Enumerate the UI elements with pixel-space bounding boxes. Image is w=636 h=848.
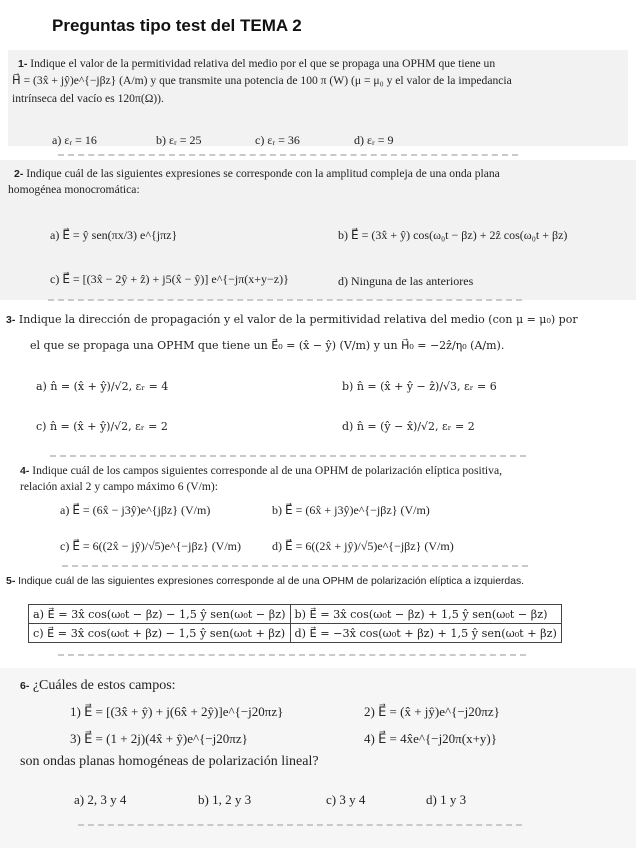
- question-1-line-2: H⃗ = (3x̂ + jŷ)e^{−jβz} (A/m) y que transmite una potencia de 100 π (W) (μ = μ₀ y el valor de la impedancia: [12, 74, 512, 87]
- question-3-option-b[interactable]: b) n̂ = (x̂ + ŷ − ẑ)/√3, εᵣ = 6: [342, 380, 497, 393]
- page-title: Preguntas tipo test del TEMA 2: [52, 16, 302, 35]
- question-4-line-1: [20, 463, 626, 479]
- question-3-text: Indique la dirección de propagación y el valor de la permitividad relativa del medio (con μ = μ₀) por: [18, 313, 578, 326]
- question-2-line-1: [14, 166, 626, 182]
- question-5-line-1: [6, 573, 524, 590]
- question-5-option-d[interactable]: d) E⃗ = −3x̂ cos(ω₀t + βz) + 1,5 ŷ sen(ω₀t + βz): [290, 624, 561, 643]
- question-4-option-c[interactable]: c) E⃗ = 6((2x̂ − jŷ)/√5)e^{−jβz} (V/m): [60, 539, 242, 553]
- question-3-number: 3-: [6, 314, 16, 326]
- question-3-option-a[interactable]: a) n̂ = (x̂ + ŷ)/√2, εᵣ = 4: [36, 380, 169, 393]
- question-4-text: Indique cuál de los campos siguientes corresponde al de una OPHM de polarización elíptica positiva,: [32, 464, 502, 477]
- question-1-option-a[interactable]: a) εᵣ = 16: [52, 133, 97, 147]
- question-6-line-2: son ondas planas homogéneas de polarización lineal?: [20, 754, 319, 769]
- question-1-line-3: intrínseca del vacío es 120π(Ω)).: [12, 92, 164, 105]
- question-4-option-b[interactable]: b) E⃗ = (6x̂ + j3ŷ)e^{−jβz} (V/m): [272, 503, 430, 517]
- question-3-line-1: [6, 312, 630, 328]
- question-2-option-d[interactable]: d) Ninguna de las anteriores: [338, 274, 474, 288]
- question-4-number: 4-: [20, 465, 30, 477]
- divider: [58, 654, 526, 656]
- question-2-text: Indique cuál de las siguientes expresiones se corresponde con la amplitud compleja de una onda plana: [26, 167, 500, 180]
- question-6-option-d[interactable]: d) 1 y 3: [426, 792, 467, 807]
- question-5-options-table: [28, 604, 562, 643]
- question-2-option-a[interactable]: a) E⃗ = ŷ sen(πx/3) e^{jπz}: [50, 228, 178, 242]
- question-6-field-4: 4) E⃗ = 4x̂e^{−j20π(x+y)}: [364, 731, 497, 746]
- question-3-option-d[interactable]: d) n̂ = (ŷ − x̂)/√2, εᵣ = 2: [342, 420, 475, 433]
- question-5-option-c[interactable]: c) E⃗ = 3x̂ cos(ω₀t + βz) − 1,5 ŷ sen(ω₀t + βz): [29, 624, 291, 643]
- question-1-number: 1-: [18, 58, 28, 70]
- question-6-field-1: 1) E⃗ = [(3x̂ + ŷ) + j(6x̂ + 2ŷ)]e^{−j20πz}: [70, 704, 284, 719]
- question-6-number: 6-: [20, 680, 30, 692]
- question-6-option-a[interactable]: a) 2, 3 y 4: [74, 792, 127, 807]
- question-2-line-2: homogénea monocromática:: [8, 183, 140, 196]
- question-4-line-2: relación axial 2 y campo máximo 6 (V/m):: [20, 480, 218, 493]
- question-5-option-a[interactable]: a) E⃗ = 3x̂ cos(ω₀t − βz) − 1,5 ŷ sen(ω₀t − βz): [29, 605, 291, 624]
- question-6-field-3: 3) E⃗ = (1 + 2j)(4x̂ + ŷ)e^{−j20πz}: [70, 731, 248, 746]
- divider: [50, 455, 526, 457]
- question-4-option-d[interactable]: d) E⃗ = 6((2x̂ + jŷ)/√5)e^{−jβz} (V/m): [272, 539, 454, 553]
- question-2-option-b[interactable]: b) E⃗ = (3x̂ + ŷ) cos(ω₀t − βz) + 2ẑ cos(ω₀t + βz): [338, 228, 568, 242]
- question-1-line-1: [18, 56, 624, 72]
- question-6-field-2: 2) E⃗ = (x̂ + jŷ)e^{−j20πz}: [364, 704, 500, 719]
- question-1-option-d[interactable]: d) εᵣ = 9: [354, 133, 394, 147]
- divider: [58, 154, 518, 156]
- question-1-text: Indique el valor de la permitividad relativa del medio por el que se propaga una OPHM que tiene un: [30, 57, 496, 70]
- divider: [48, 299, 522, 301]
- question-2-number: 2-: [14, 168, 24, 180]
- question-1-option-c[interactable]: c) εᵣ = 36: [255, 133, 300, 147]
- question-5-text: Indique cuál de las siguientes expresiones corresponde al de una OPHM de polarización elíptica a izquierdas.: [18, 576, 525, 587]
- question-3-line-2: el que se propaga una OPHM que tiene un E⃗₀ = (x̂ − ŷ) (V/m) y un H⃗₀ = −2ẑ/η₀ (A/m).: [30, 339, 505, 352]
- divider: [62, 565, 528, 567]
- question-6-option-b[interactable]: b) 1, 2 y 3: [198, 792, 252, 807]
- question-2-option-c[interactable]: c) E⃗ = [(3x̂ − 2ŷ + ẑ) + j5(x̂ − ŷ)] e^{−jπ(x+y−z)}: [50, 272, 289, 286]
- question-6-line-1: [20, 678, 176, 694]
- question-4-option-a[interactable]: a) E⃗ = (6x̂ − j3ŷ)e^{jβz} (V/m): [60, 503, 211, 517]
- question-5-option-b[interactable]: b) E⃗ = 3x̂ cos(ω₀t − βz) + 1,5 ŷ sen(ω₀t − βz): [290, 605, 561, 624]
- question-3-option-c[interactable]: c) n̂ = (x̂ + ŷ)/√2, εᵣ = 2: [36, 420, 168, 433]
- question-1-option-b[interactable]: b) εᵣ = 25: [156, 133, 202, 147]
- question-6-option-c[interactable]: c) 3 y 4: [326, 792, 366, 807]
- divider: [78, 824, 522, 826]
- question-5-number: 5-: [6, 575, 16, 587]
- question-6-text: ¿Cuáles de estos campos:: [32, 678, 176, 693]
